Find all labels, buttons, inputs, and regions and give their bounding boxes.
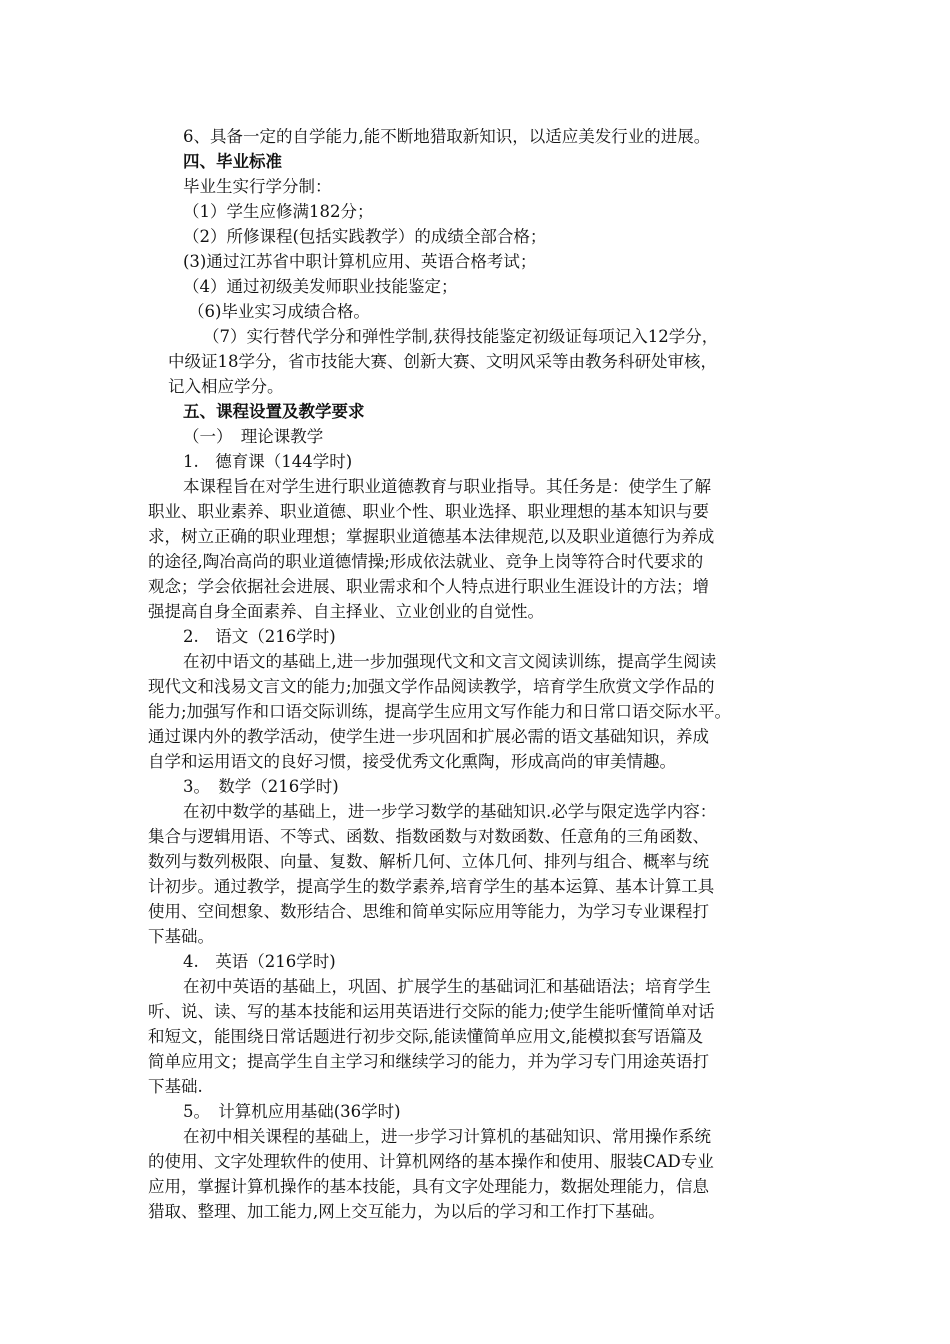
text-line: 简单应用文；提高学生自主学习和继续学习的能力，并为学习专门用途英语打 (148, 1052, 709, 1071)
text-line: 在初中英语的基础上，巩固、扩展学生的基础词汇和基础语法；培育学生 (183, 977, 711, 996)
text-line: 职业、职业素养、职业道德、职业个性、职业选择、职业理想的基本知识与要 (148, 502, 709, 521)
text-line: 自学和运用语文的良好习惯，接受优秀文化熏陶，形成高尚的审美情趣。 (148, 752, 676, 771)
text-line: 猎取、整理、加工能力,网上交互能力，为以后的学习和工作打下基础。 (148, 1202, 665, 1221)
course-heading: 1. 德育课（144学时) (183, 452, 353, 471)
course-heading: 3。 数学（216学时) (183, 777, 339, 796)
text-line: 的使用、文字处理软件的使用、计算机网络的基本操作和使用、服装CAD专业 (148, 1152, 714, 1171)
section-heading: 五、课程设置及教学要求 (183, 402, 365, 421)
text-line: 通过课内外的教学活动，使学生进一步巩固和扩展必需的语文基础知识，养成 (148, 727, 709, 746)
text-line: 使用、空间想象、数形结合、思维和简单实际应用等能力，为学习专业课程打 (148, 902, 709, 921)
text-line: （4）通过初级美发师职业技能鉴定； (183, 277, 458, 296)
text-line: 本课程旨在对学生进行职业道德教育与职业指导。其任务是：使学生了解 (183, 477, 711, 496)
text-line: 观念；学会依据社会进展、职业需求和个人特点进行职业生涯设计的方法；增 (148, 577, 709, 596)
text-line: （6)毕业实习成绩合格。 (188, 302, 370, 321)
text-line: 下基础. (148, 1077, 203, 1096)
text-line: （2）所修课程(包括实践教学）的成绩全部合格； (183, 227, 547, 246)
text-line: 6、具备一定的自学能力,能不断地猎取新知识，以适应美发行业的进展。 (183, 127, 711, 146)
text-line: 应用，掌握计算机操作的基本技能，具有文字处理能力，数据处理能力，信息 (148, 1177, 709, 1196)
text-line: 和短文，能围绕日常话题进行初步交际,能读懂简单应用文,能模拟套写语篇及 (148, 1027, 703, 1046)
text-line: （7）实行替代学分和弹性学制,获得技能鉴定初级证每项记入12学分， (203, 327, 719, 346)
text-line: 的途径,陶冶高尚的职业道德情操;形成依法就业、竞争上岗等符合时代要求的 (148, 552, 704, 571)
text-line: (3)通过江苏省中职计算机应用、英语合格考试； (183, 252, 537, 271)
text-line: 计初步。通过教学，提高学生的数学素养,培育学生的基本运算、基本计算工具 (148, 877, 715, 896)
text-line: 毕业生实行学分制： (183, 177, 332, 196)
text-line: 中级证18学分，省市技能大赛、创新大赛、文明风采等由教务科研处审核， (168, 352, 717, 371)
course-heading: 4. 英语（216学时) (183, 952, 336, 971)
text-line: 记入相应学分。 (168, 377, 284, 396)
text-line: 在初中相关课程的基础上，进一步学习计算机的基础知识、常用操作系统 (183, 1127, 711, 1146)
text-line: 数列与数列极限、向量、复数、解析几何、立体几何、排列与组合、概率与统 (148, 852, 709, 871)
course-heading: 5。 计算机应用基础(36学时) (183, 1102, 401, 1121)
text-line: 听、说、读、写的基本技能和运用英语进行交际的能力;使学生能听懂简单对话 (148, 1002, 715, 1021)
text-line: 在初中语文的基础上,进一步加强现代文和文言文阅读训练，提高学生阅读 (183, 652, 717, 671)
text-line: 集合与逻辑用语、不等式、函数、指数函数与对数函数、任意角的三角函数、 (148, 827, 709, 846)
text-line: 下基础。 (148, 927, 214, 946)
course-heading: 2. 语文（216学时) (183, 627, 336, 646)
text-line: 现代文和浅易文言文的能力;加强文学作品阅读教学，培育学生欣赏文学作品的 (148, 677, 715, 696)
subsection-heading: （一） 理论课教学 (183, 427, 324, 446)
text-line: 强提高自身全面素养、自主择业、立业创业的自觉性。 (148, 602, 544, 621)
text-line: 能力;加强写作和口语交际训练，提高学生应用文写作能力和日常口语交际水平。 (148, 702, 732, 721)
text-line: 在初中数学的基础上，进一步学习数学的基础知识.必学与限定选学内容： (183, 802, 717, 821)
section-heading: 四、毕业标准 (183, 152, 282, 171)
text-line: 求，树立正确的职业理想；掌握职业道德基本法律规范,以及职业道德行为养成 (148, 527, 715, 546)
text-line: （1）学生应修满182分； (183, 202, 374, 221)
